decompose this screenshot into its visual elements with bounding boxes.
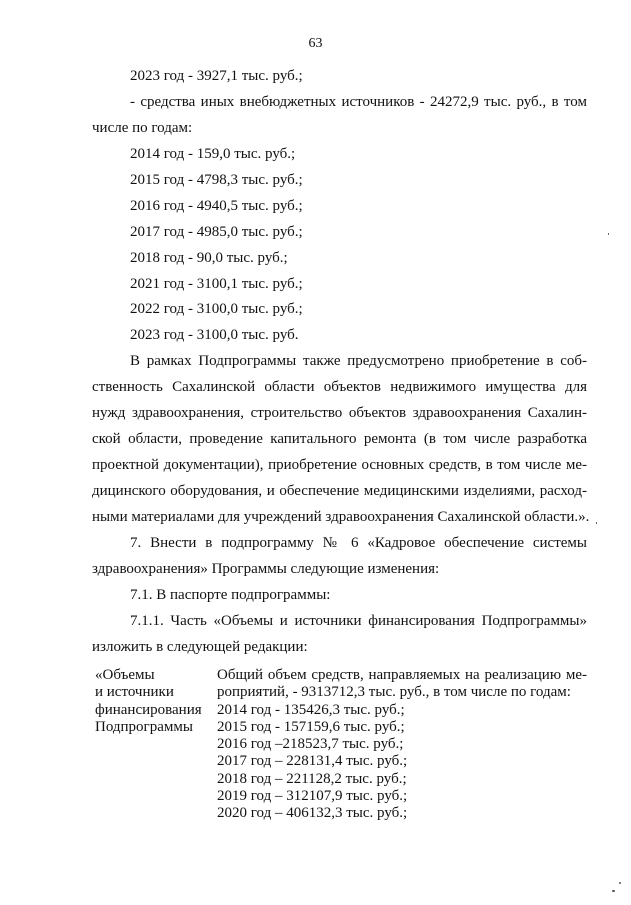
paragraph-line: В рамках Подпрограммы также предусмотрено приобретение в соб- <box>130 353 587 369</box>
item-7-1-1-line: изложить в следующей редакции: <box>92 639 308 655</box>
table-year-line: 2014 год - 135426,3 тыс. руб.; <box>217 701 405 718</box>
table-year-line: 2016 год –218523,7 тыс. руб.; <box>217 736 404 753</box>
paragraph-line: дицинского оборудования, и обеспечение медицинскими изделиями, расход- <box>92 483 587 499</box>
table-year-line: 2020 год – 406132,3 тыс. руб.; <box>217 805 408 822</box>
page-number: 63 <box>308 36 323 51</box>
table-year-line: 2019 год – 312107,9 тыс. руб.; <box>217 788 408 805</box>
table-year-line: 2018 год – 221128,2 тыс. руб.; <box>217 770 407 787</box>
item-7-line: 7. Внести в подпрограмму № 6 «Кадровое обеспечение системы <box>130 535 587 551</box>
extrabudget-line: - средства иных внебюджетных источников - 24272,9 тыс. руб., в том <box>130 94 587 110</box>
year-line-2021: 2021 год - 3100,1 тыс. руб.; <box>130 276 303 292</box>
table-label-line: «Объемы <box>95 667 155 683</box>
year-line-2023: 2023 год - 3100,0 тыс. руб. <box>130 327 299 343</box>
paragraph-line: ской области, проведение капитального ремонта (в том числе разработка <box>92 431 587 447</box>
table-label-line: и источники <box>95 684 174 701</box>
scan-speck <box>612 890 615 892</box>
passport-table-label <box>95 667 202 736</box>
paragraph-line: нужд здравоохранения, строительство объектов здравоохранения Сахалин- <box>92 405 587 421</box>
passport-table-value <box>217 667 587 823</box>
paragraph-line: ственность Сахалинской области объектов недвижимого имущества для <box>92 379 587 395</box>
year-line-2016: 2016 год - 4940,5 тыс. руб.; <box>130 198 303 214</box>
table-year-line: 2017 год – 228131,4 тыс. руб.; <box>217 753 408 770</box>
year-line-2018: 2018 год - 90,0 тыс. руб.; <box>130 250 288 266</box>
year-line-2022: 2022 год - 3100,0 тыс. руб.; <box>130 301 303 317</box>
year-line-2015: 2015 год - 4798,3 тыс. руб.; <box>130 172 303 188</box>
scan-speck <box>608 233 609 235</box>
year-line-2014: 2014 год - 159,0 тыс. руб.; <box>130 146 296 162</box>
paragraph-line: проектной документации), приобретение основных средств, в том числе ме- <box>92 457 587 473</box>
scan-speck <box>596 522 597 524</box>
table-value-line: роприятий, - 9313712,3 тыс. руб., в том числе по годам: <box>217 684 571 701</box>
table-value-line: Общий объем средств, направляемых на реализацию ме- <box>217 667 587 683</box>
scan-speck <box>619 882 621 884</box>
funding-line-2023: 2023 год - 3927,1 тыс. руб.; <box>130 68 303 84</box>
table-year-line: 2015 год - 157159,6 тыс. руб.; <box>217 718 405 735</box>
item-7-1: 7.1. В паспорте подпрограммы: <box>130 587 331 603</box>
extrabudget-line-cont: числе по годам: <box>92 120 193 136</box>
paragraph-line: ными материалами для учреждений здравоохранения Сахалинской области.». <box>92 509 590 525</box>
table-label-line: Подпрограммы <box>95 718 193 735</box>
year-line-2017: 2017 год - 4985,0 тыс. руб.; <box>130 224 303 240</box>
item-7-1-1-line: 7.1.1. Часть «Объемы и источники финансирования Подпрограммы» <box>130 613 587 629</box>
item-7-line: здравоохранения» Программы следующие изменения: <box>92 561 440 577</box>
table-label-line: финансирования <box>95 701 202 718</box>
